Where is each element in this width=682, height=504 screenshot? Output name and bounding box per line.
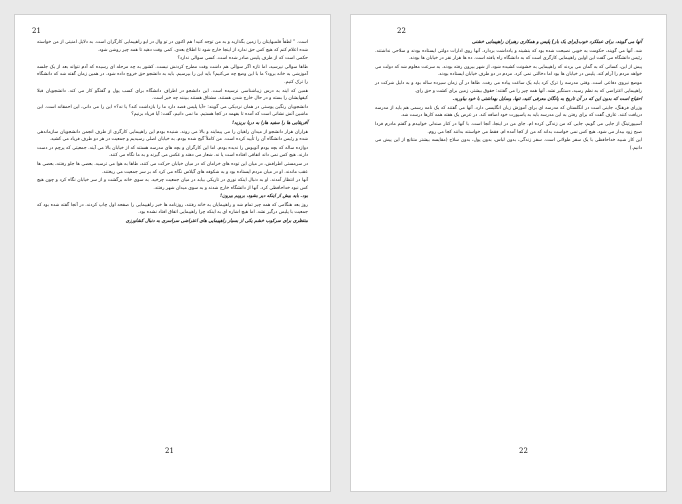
paragraph: دوازده ساله که بچه بودم آتوبوس را ندیده بودم. اما این کارگران و بچه های مدرسه هستند که از خیابان بالا می آیند. جمعیتی که پرچم در دست دارند. هیچ کس نمی داند اتفاقی افتاده است یا نه. شعار می دهند و عکس می گیرند و به ما نگاه می کنند. bbox=[37, 145, 308, 159]
emphasized-paragraph: بود. باید بیش از اینکه دیر بشود، برویم بیرون! bbox=[220, 194, 308, 200]
page-right bbox=[350, 14, 667, 492]
paragraph: پیش از این، کسانی که به گمان می بردند که راهپیمایی به خشونت کشیده شود، از شهر بیرون رفته بودند. به سرعت معلوم شد که دولت می خواهد مردم را آرام کند. پلیس در خیابان ها بود اما دخالتی نمی کرد. مردم در دو طرف خیابان ایستاده بودند. bbox=[375, 64, 642, 78]
emphasized-paragraph: آفریقایی ها را سفید هارا به دریا بریزید! bbox=[231, 120, 308, 126]
paragraph: دانشجویان رنگین پوستی در همان نزدیکی می گویند: «آیا پلیس قصد دارد ما را بازداشت کند؟ یا نه؟» این را می دانی، این احمقانه است. این ماشین آتش نشانی است که آمده تا بفهمد در کجا هستیم. ما نمی دانیم، گفت: آیا فریاد بزنیم؟ bbox=[37, 104, 308, 118]
paragraph: این کار شبیه خداحافظی با یک سفر طولانی است. سفر زندگی، بدون لباس، بدون پول، بدون سلاح (مقایسه بیشتر متنانع از این پیش می دانیم.) bbox=[375, 138, 642, 151]
paragraph: در سرمستی اطرافش، در میان این توده های خرامان که در میان خیابان حرکت می کنند، طاها به هوا می ترسید. بعضی ها جلو رفتند، بعضی ها عقب ماندند. او در میان مردم ایستاده بود و به شکوفه های گیلاس نگاه می کرد که بر سر جمعیت می ریختند. bbox=[37, 161, 308, 175]
paragraph: هزاران هزار دانشجو از میدان راهیان را می پیمایند و بالا می روند. شنیده بودم این راهپیمایی کارگری از طرف انجمن دانشجویان سازماندهی شده و رئیس دانشگاه آن را تأیید کرده است. من کاملاً گیج شده بودم. به خیابان اصلی رسیدیم و جمعیت در هر دو طرف فریاد می کشید. bbox=[37, 129, 308, 143]
page-body bbox=[37, 39, 308, 227]
paragraph: شد. آنها می گویند، حکومت به خوبی نصیحت شده بود که بنشیند و یادداشت بردارد. آنها روی ادارات دولتی ایستاده بودند و سلاحی نداشتند. رئیس دانشگاه می گفت این اولین راهپیمایی کارگری است که به دانشگاه راه یافته است. ده ها هزار نفر در خیابان ها بودند. bbox=[375, 48, 642, 62]
paragraph: آسیپورتینگ از جایی می گویم، جایی که من زندگی کرده ام. جای من در اینجا، آنجا است. با آنها در کنار صندلی خوابیدم و گفتم مادرم فردا صبح زود بیدار می شود. هیچ کس نمی خواست بداند که من از کجا آمده ام. فقط می خواستند بدانند کجا می روم. bbox=[375, 121, 642, 135]
emphasized-paragraph: احتیاج است که بدون این که در آن تاریخ به پانگان معرفی کنید، تنها، وسایل بهداشتی با خود بیاورید. bbox=[452, 97, 642, 103]
emphasized-paragraph: منتظری برای سرکوب خشم یکی از بسیار راهپیمایی های اعتراضی سراسری به دنبال کشاورزی bbox=[125, 219, 308, 225]
emphasized-paragraph: آنها می گویند، برای عملکرد خوب‌[برای یک بار] پلیس و همکاری رهبران راهپیمایی خشنی bbox=[471, 40, 642, 45]
paragraph: موضع نیروی دفاعی است. وقتی مدرسه را ترک کرد باید یک ساعت پیاده می رفت. طاها در آن زمان سیزده ساله بود و به دلیل شرکت در راهپیمایی اعتراضی که به نظم رسید، دستگیر نشد. آنها همه چیز را می گفتند: حقوق بیشتر، زمین برای کشت و حق رای. bbox=[375, 80, 642, 94]
page-left bbox=[14, 14, 331, 492]
paragraph: آنها در انتظار آمدند. او به دنبال اینکه نوری در تاریکی بیابد در میان جمعیت چرخید. به سوی خانه برگشت و از سر خیابان نگاه کرد و چون هیچ کس نبود خداحافظی کرد. آنها از دانشگاه خارج شدند و به سوی میدان شهر رفتند. bbox=[37, 178, 308, 191]
paragraph: وزرای فرهنگ، جاینی است در انگلستان که مدرسه ای برای آموزش زبان انگلیسی دارد. آنها می گفتند که یک نامه رسمی هم باید از مدرسه دریافت کنند. عارف گفت که برای رفتن به این مدرسه باید به پاسپورت خود اضافه کند. در عرض یک هفته همه کارها درست شد. bbox=[375, 105, 642, 119]
paragraph: طاها سوالی نپرسید، اما تازه اگر سوالی هم داشت وقت مطرح کردنش نیست. کشور به چه مرحله ای رسیده که آدم نتواند بعد از یک جلسه آموزشی به خانه برود؟ ما با این وضع چه می‌کنیم؟ باید این را بپرسیم. باید به دانشجو حق خروج داده شود. در همین زمان گفته شد که دانشگاه را ترک کنیم. bbox=[37, 64, 308, 85]
paragraph: همین که اینه به درس زیباشناسی نرسیده است. این دانشجو در اطراف دانشگاه برای کسب پول و گفتگو کار می کند. دانشجویان قبلا کیفهایشان را بسته و در حال خارج شدن هستند. مشتاق هستند ببینند چه خبر است. bbox=[37, 88, 308, 102]
page-number-bottom: 21 bbox=[165, 447, 174, 455]
page-number-bottom: 22 bbox=[519, 447, 528, 455]
paragraph: روز بعد هنگامی که همه چیز تمام شد و راهپیمایان به خانه رفتند، روزنامه ها خبر راهپیمایی را صفحه اول چاپ کردند. در آنجا گفته شده بود که جمعیت با پلیس درگیر نشد. اما هیچ اشاره ای به اینکه چرا راهپیمایی اتفاق افتاد نشده بود. bbox=[37, 202, 308, 216]
paragraph: است. ” لطفاً قلمبهایتان را زمین بگذارید و به من توجه کنید! هم اکنون در تو وال در ایو راهپیمایی کارگران است. به دلایل امنیتی از من خواسته شده اعلام کنم که هیچ کس حق ندارد از اینجا خارج شود تا اطلاع بعدی. کمی وقت دهید تا همه چیز روشن شود. bbox=[37, 40, 308, 53]
page-body bbox=[375, 39, 642, 153]
page-number-top: 22 bbox=[397, 27, 406, 35]
paragraph: حکمی است که از طرف پلیس صادر شده است. کسی سوالی ندارد؟ bbox=[177, 56, 308, 62]
page-number-top: 21 bbox=[32, 27, 41, 35]
